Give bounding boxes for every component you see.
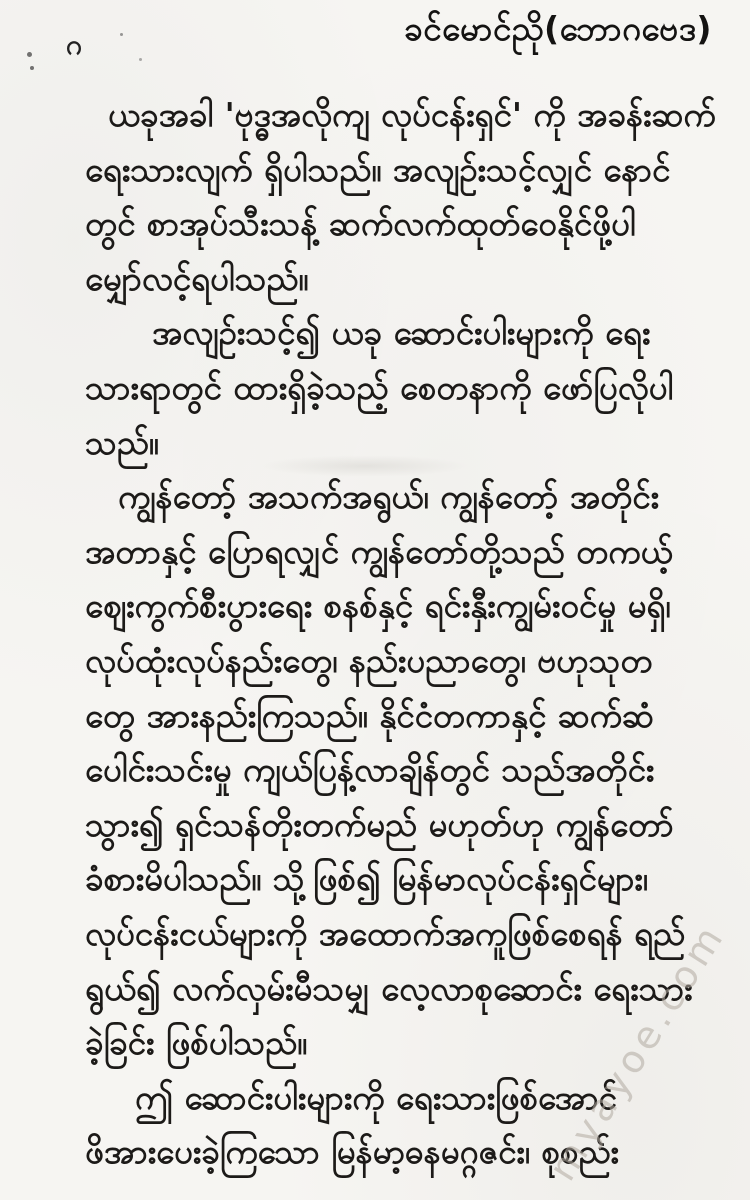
text-line: ဖိအားပေးခဲ့ကြသော မြန်မာ့ဓနမဂ္ဂဇင်း၊ စုစည်း	[85, 1132, 619, 1172]
text-line: ယခုအခါ 'ဗုဒ္ဓအလိုကျ လုပ်ငန်းရှင်' ကို အခန်းဆက်	[108, 95, 716, 134]
text-line: တွေ အားနည်းကြသည်။ နိုင်ငံတကာနှင့် ဆက်ဆံ	[85, 695, 654, 735]
page-number: ဂ	[66, 28, 82, 61]
ink-speck	[30, 66, 34, 70]
text-line: မျှော်လင့်ရပါသည်။	[85, 258, 309, 298]
text-line: ခံစားမိပါသည်။ သို့ဖြစ်၍ မြန်မာလုပ်ငန်းရှင်များ၊	[85, 859, 649, 899]
text-line: လုပ်ငန်းငယ်များကို အထောက်အကူဖြစ်စေရန် ရည်	[85, 913, 686, 953]
text-line: လုပ်ထုံးလုပ်နည်းတွေ၊ နည်းပညာတွေ၊ ဗဟုသုတ	[85, 640, 653, 680]
body-text-block	[85, 88, 716, 1180]
ink-speck	[139, 58, 142, 61]
text-line: အတာနှင့် ပြောရလျှင် ကျွန်တော်တို့သည် တကယ့်	[85, 531, 673, 571]
ink-speck	[27, 52, 32, 57]
paragraph	[85, 306, 700, 470]
running-header-author-title: ခင်မောင်ညို(ဘောဂဗေဒ)	[404, 9, 712, 48]
text-line: အလျဉ်းသင့်၍ ယခု ဆောင်းပါးများကို ရေး	[152, 313, 651, 353]
paragraph	[85, 1071, 700, 1180]
text-line: ပေါင်းသင်းမှု ကျယ်ပြန့်လာချိန်တွင် သည်အတိုင်း	[85, 750, 655, 790]
text-line: ရေးသားလျက် ရှိပါသည်။ အလျဉ်းသင့်လျှင် နောင်	[85, 149, 671, 189]
text-line: ခဲ့ခြင်း ဖြစ်ပါသည်။	[85, 1023, 308, 1063]
text-line: သားရာတွင် ထားရှိခဲ့သည့် စေတနာကို ဖော်ပြလိုပါ	[85, 367, 674, 407]
paragraph	[85, 88, 716, 306]
text-line: တွင် စာအုပ်သီးသန့် ဆက်လက်ထုတ်ဝေနိုင်ဖို့ပါ	[85, 204, 636, 244]
site-watermark: myayoe.com	[540, 914, 734, 1189]
text-line: ရွယ်၍ လက်လှမ်းမီသမျှ လေ့လာစုဆောင်း ရေးသား	[85, 968, 693, 1008]
text-line: ဤ ဆောင်းပါးများကို ရေးသားဖြစ်အောင်	[135, 1077, 617, 1117]
text-line: ကျွန်တော့် အသက်အရွယ်၊ ကျွန်တော့် အတိုင်း	[118, 477, 659, 517]
text-line: သည်။	[85, 422, 159, 462]
text-line: ဈေးကွက်စီးပွားရေး စနစ်နှင့် ရင်းနှီးကျွမ်းဝင်မှု မရှိ၊	[85, 586, 671, 626]
paragraph	[85, 470, 700, 1071]
text-line: သွား၍ ရှင်သန်တိုးတက်မည် မဟုတ်ဟု ကျွန်တော်	[85, 804, 674, 844]
ink-speck	[120, 33, 123, 36]
